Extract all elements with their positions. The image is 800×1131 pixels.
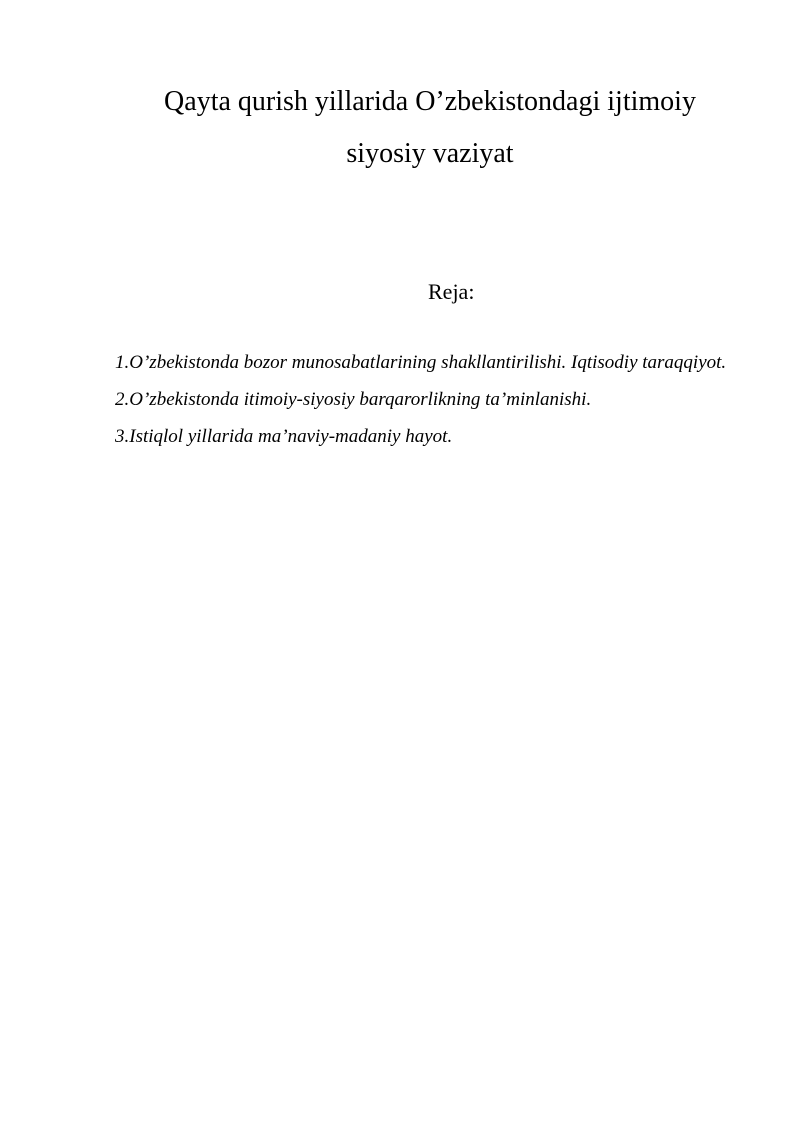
plan-list xyxy=(115,344,735,455)
document-title xyxy=(110,76,750,180)
plan-item-3: 3.Istiqlol yillarida ma’naviy-madaniy hayot. xyxy=(115,426,453,447)
title-line-1: Qayta qurish yillarida O’zbekistondagi ijtimoiy xyxy=(164,86,696,117)
plan-item-2: 2.O’zbekistonda itimoiy-siyosiy barqarorlikning ta’minlanishi. xyxy=(115,389,592,410)
title-line-2: siyosiy vaziyat xyxy=(346,138,514,169)
plan-heading: Reja: xyxy=(428,279,475,304)
plan-item-1: 1.O’zbekistonda bozor munosabatlarining shakllantirilishi. Iqtisodiy taraqqiyot. xyxy=(115,352,727,373)
